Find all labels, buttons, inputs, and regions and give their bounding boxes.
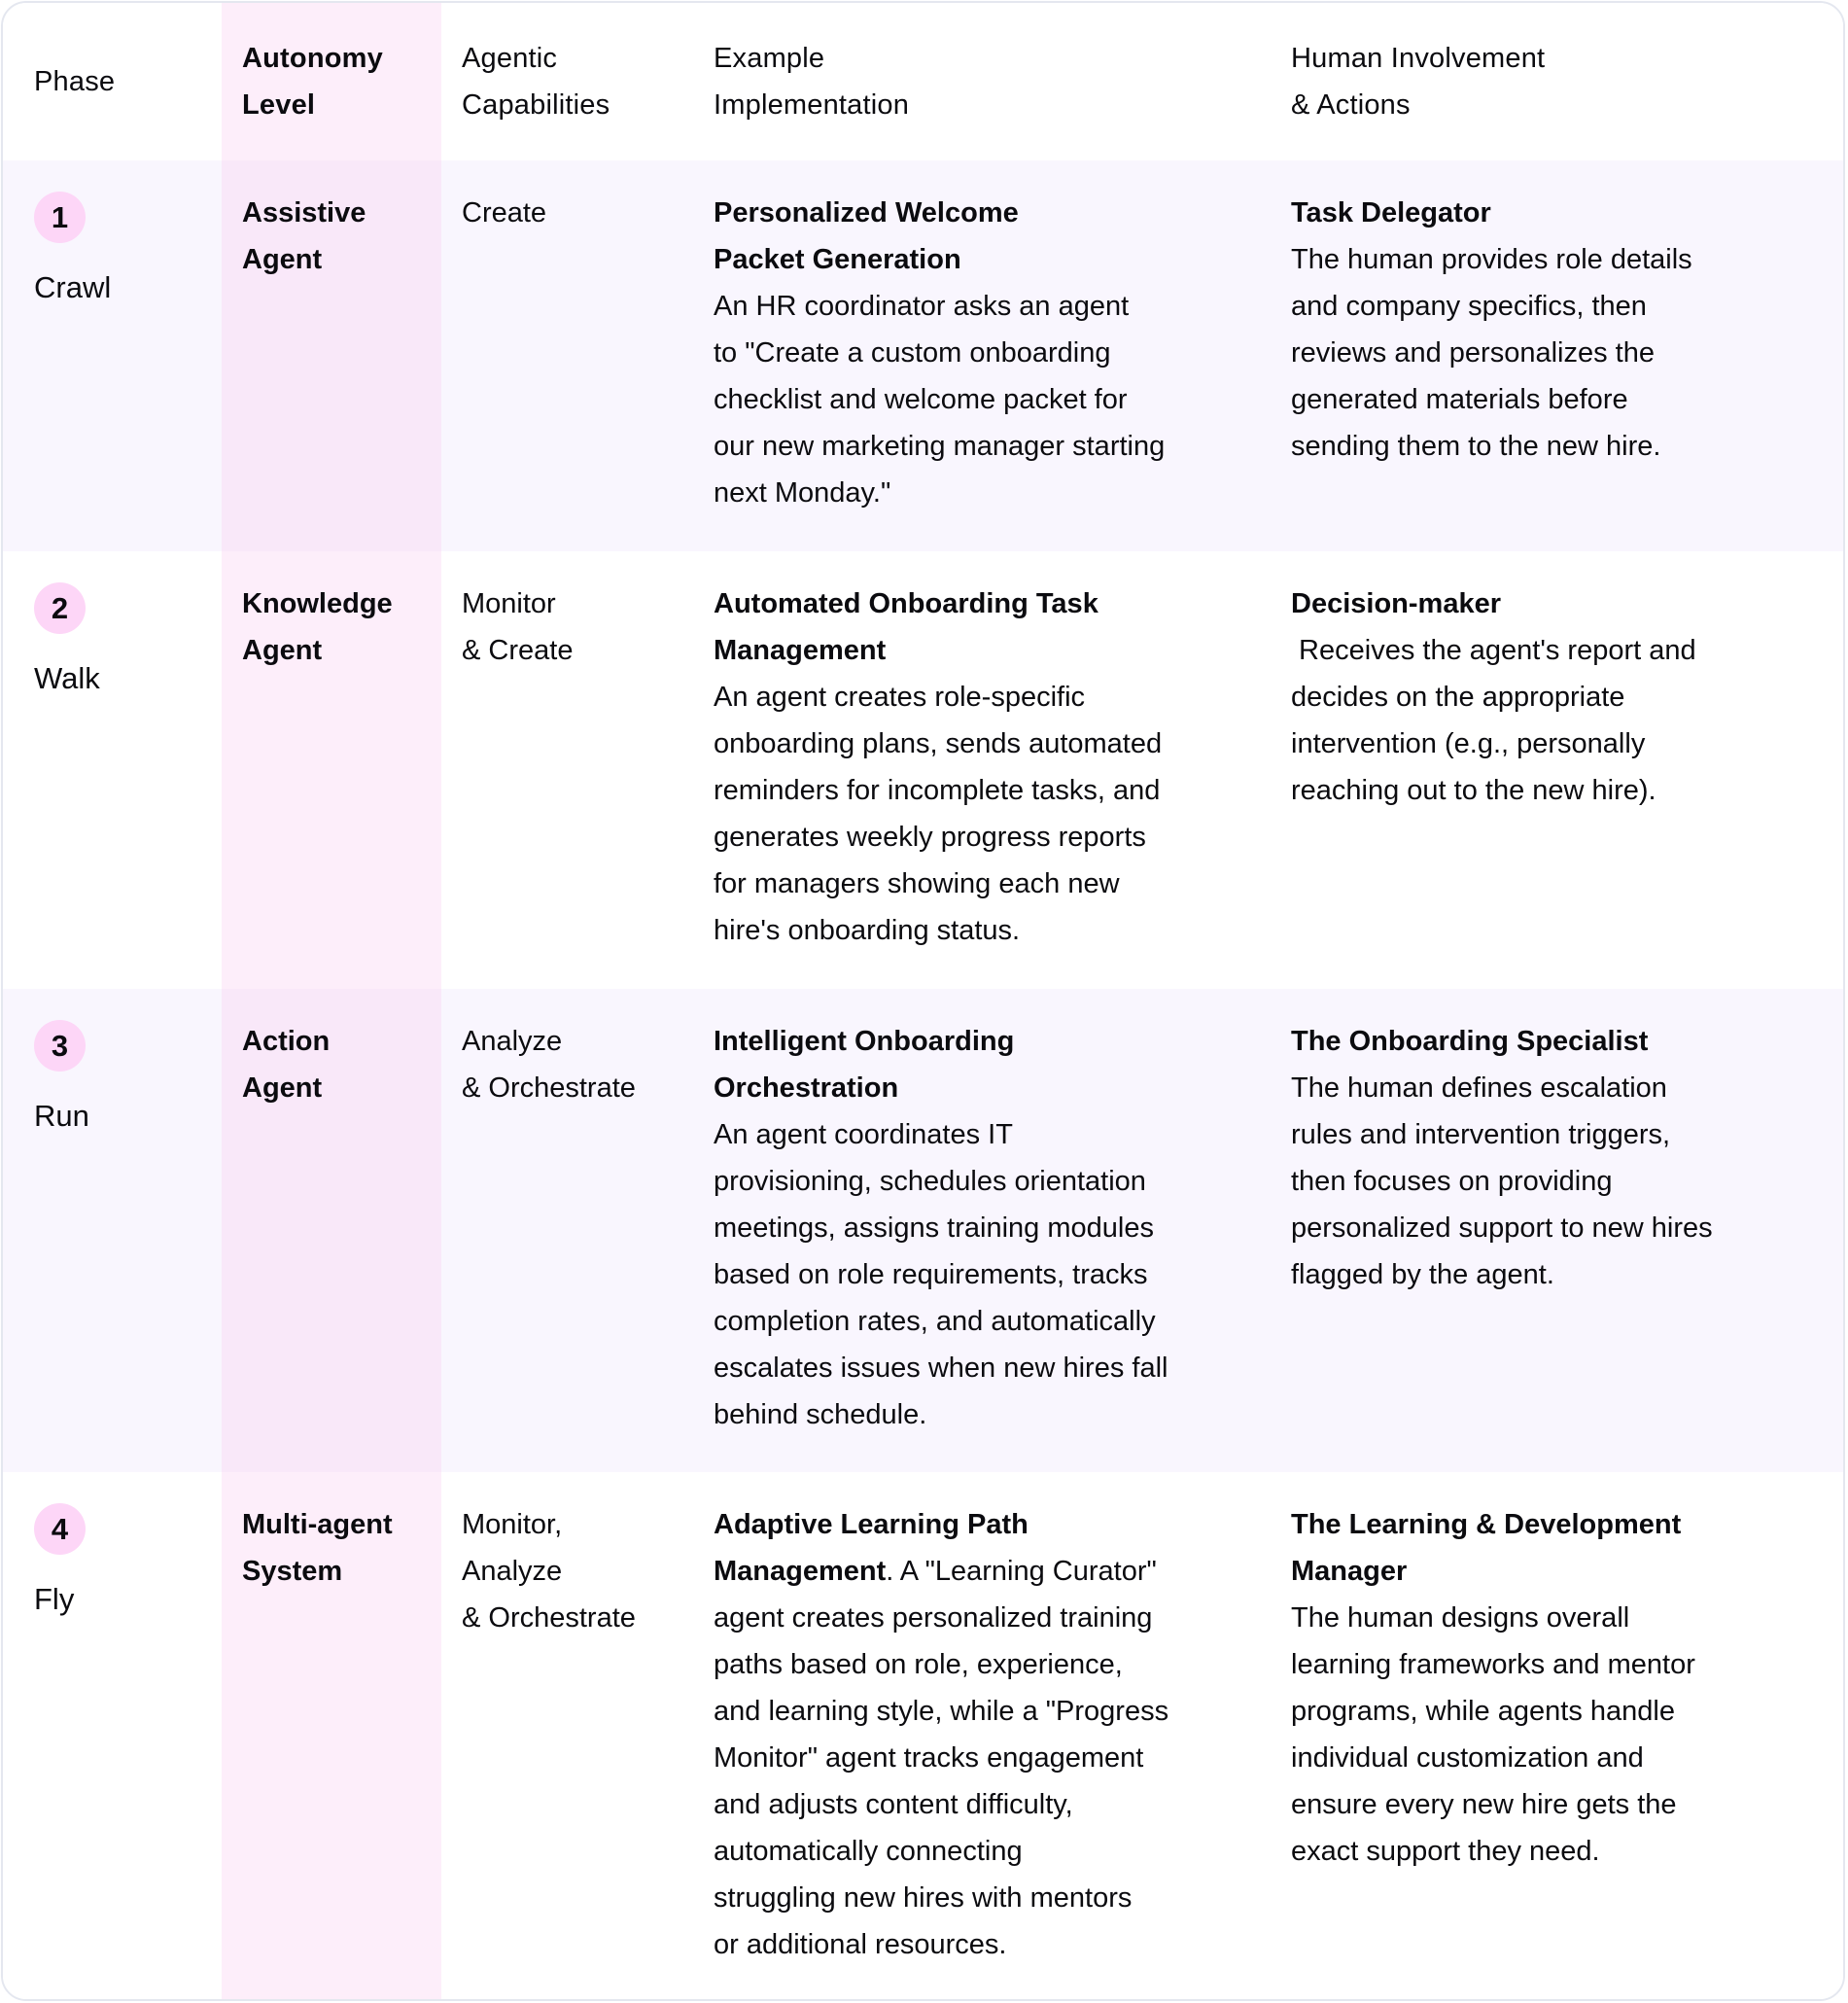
example-body-line: onboarding plans, sends automated [714,728,1163,759]
human-actions-line: ensure every new hire gets the [1291,1789,1677,1820]
example-body-line: An agent creates role-specific [714,682,1086,713]
header-example-line: Example [714,43,825,74]
human-involvement-cell [1291,190,1835,470]
phase-name: Crawl [34,270,112,304]
header-human-line: Human Involvement [1291,43,1546,74]
human-role-title-line: Decision-maker [1291,588,1501,619]
human-actions-line: reviews and personalizes the [1291,337,1655,369]
example-body-line: agent creates personalized training [714,1602,1153,1634]
human-role-title-line: The Learning & Development [1291,1509,1682,1540]
header-autonomy [242,35,436,128]
autonomy-level-line: Multi-agent [242,1509,393,1540]
example-title-line: Management [714,635,887,666]
example-body-line: reminders for incomplete tasks, and [714,775,1161,806]
example-body-line: An agent coordinates IT [714,1119,1013,1150]
example-body-line: paths based on role, experience, [714,1649,1123,1680]
capabilities-line: Monitor [462,588,556,619]
example-body-line: hire's onboarding status. [714,915,1021,946]
example-body-line: Monitor" agent tracks engagement [714,1742,1144,1774]
example-body-line: meetings, assigns training modules [714,1212,1154,1244]
example-title-line: Automated Onboarding Task [714,588,1098,619]
human-actions-line: learning frameworks and mentor [1291,1649,1695,1680]
example-body-line: to "Create a custom onboarding [714,337,1111,369]
example-body-line: based on role requirements, tracks [714,1259,1148,1290]
example-implementation-cell [714,1501,1268,1968]
example-body-line: our new marketing manager starting [714,431,1166,462]
header-human [1291,35,1835,128]
capabilities-line: & Orchestrate [462,1602,636,1634]
header-phase-label: Phase [34,66,116,97]
example-title-line: Packet Generation [714,244,961,275]
autonomy-level-line: Action [242,1026,331,1057]
phase-number-badge: 1 [34,192,86,243]
phase-name: Fly [34,1582,75,1616]
human-involvement-cell [1291,1018,1835,1298]
human-actions-line: flagged by the agent. [1291,1259,1554,1290]
capabilities-line: & Orchestrate [462,1072,636,1104]
header-capabilities [462,35,690,128]
human-actions-line: The human designs overall [1291,1602,1630,1634]
human-involvement-cell [1291,580,1835,814]
example-body-line: struggling new hires with mentors [714,1882,1133,1914]
capabilities-cell [462,190,690,236]
example-body-line: or additional resources. [714,1929,1007,1960]
header-phase [34,58,219,105]
human-role-title-line: Manager [1291,1556,1408,1587]
human-actions-line: The human defines escalation [1291,1072,1667,1104]
example-title-line: Personalized Welcome [714,197,1019,228]
example-body-line: An HR coordinator asks an agent [714,291,1130,322]
header-human-line: & Actions [1291,89,1411,121]
autonomy-level-line: Knowledge [242,588,393,619]
example-body-line: next Monday." [714,477,891,509]
phase-cell [34,190,219,307]
header-example [714,35,1268,128]
human-actions-line: decides on the appropriate [1291,682,1625,713]
human-actions-line: individual customization and [1291,1742,1644,1774]
table-row [3,1472,1843,2001]
capabilities-cell [462,1501,690,1641]
phase-number-badge: 4 [34,1503,86,1555]
phase-number-badge: 2 [34,582,86,634]
autonomy-level-line: Agent [242,1072,323,1104]
human-actions-line: sending them to the new hire. [1291,431,1661,462]
autonomy-level-cell [242,190,436,283]
example-body-line: provisioning, schedules orientation [714,1166,1146,1197]
human-actions-line: personalized support to new hires [1291,1212,1713,1244]
human-actions-line: programs, while agents handle [1291,1696,1675,1727]
phase-cell [34,580,219,698]
human-actions-line: Receives the agent's report and [1291,635,1696,666]
example-body-line: for managers showing each new [714,868,1120,899]
table-row [3,551,1843,989]
autonomy-level-line: Agent [242,635,323,666]
table-header-row [3,3,1843,160]
example-implementation-cell [714,1018,1268,1438]
autonomy-phases-table [1,1,1845,2001]
capabilities-cell [462,580,690,674]
example-mixed-line [714,1548,1268,1595]
phase-cell [34,1018,219,1136]
autonomy-level-line: Assistive [242,197,366,228]
header-capabilities-line: Capabilities [462,89,610,121]
autonomy-level-cell [242,1018,436,1111]
example-body-inline: . A "Learning Curator" [886,1556,1157,1587]
example-title-line: Adaptive Learning Path [714,1509,1029,1540]
example-body-line: checklist and welcome packet for [714,384,1128,415]
autonomy-level-cell [242,1501,436,1595]
capabilities-line: Create [462,197,547,228]
autonomy-level-line: Agent [242,244,323,275]
example-body-line: and adjusts content difficulty, [714,1789,1073,1820]
phase-name: Run [34,1099,89,1133]
human-actions-line: reaching out to the new hire). [1291,775,1656,806]
autonomy-level-cell [242,580,436,674]
human-actions-line: then focuses on providing [1291,1166,1613,1197]
example-implementation-cell [714,580,1268,954]
header-autonomy-line: Autonomy [242,43,383,74]
example-title-line: Intelligent Onboarding [714,1026,1015,1057]
human-involvement-cell [1291,1501,1835,1875]
example-body-line: behind schedule. [714,1399,927,1430]
table-row [3,989,1843,1472]
human-actions-line: and company specifics, then [1291,291,1647,322]
phase-name: Walk [34,661,100,695]
phase-number-badge: 3 [34,1020,86,1072]
capabilities-line: Analyze [462,1556,563,1587]
capabilities-line: Monitor, [462,1509,563,1540]
human-role-title-line: The Onboarding Specialist [1291,1026,1649,1057]
example-body-line: generates weekly progress reports [714,822,1146,853]
header-autonomy-line: Level [242,89,316,121]
capabilities-cell [462,1018,690,1111]
human-actions-line: The human provides role details [1291,244,1692,275]
header-example-line: Implementation [714,89,910,121]
capabilities-line: & Create [462,635,574,666]
example-title-line: Orchestration [714,1072,899,1104]
human-actions-line: intervention (e.g., personally [1291,728,1646,759]
example-body-line: automatically connecting [714,1836,1023,1867]
capabilities-line: Analyze [462,1026,563,1057]
human-role-title-line: Task Delegator [1291,197,1491,228]
header-capabilities-line: Agentic [462,43,558,74]
example-body-line: completion rates, and automatically [714,1306,1156,1337]
human-actions-line: rules and intervention triggers, [1291,1119,1671,1150]
table-row [3,160,1843,551]
autonomy-level-line: System [242,1556,343,1587]
human-actions-line: generated materials before [1291,384,1628,415]
example-body-line: and learning style, while a "Progress [714,1696,1169,1727]
example-body-line: escalates issues when new hires fall [714,1353,1168,1384]
example-title-inline: Management [714,1556,887,1587]
phase-cell [34,1501,219,1619]
example-implementation-cell [714,190,1268,516]
human-actions-line: exact support they need. [1291,1836,1600,1867]
